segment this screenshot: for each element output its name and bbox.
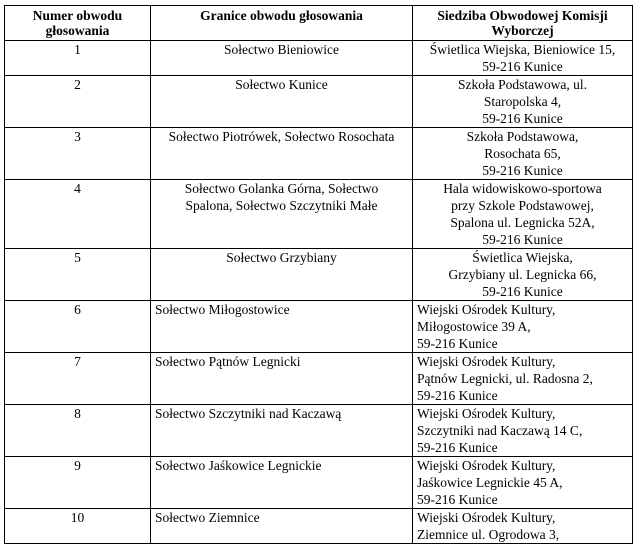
boundary-text: Spalona, Sołectwo Szczytniki Małe (185, 198, 378, 213)
district-number: 7 (5, 353, 151, 405)
seat-text: 59-216 Kunice (417, 440, 498, 455)
table-row (5, 180, 633, 249)
table-row (5, 353, 633, 405)
table-row (5, 509, 633, 544)
boundary-text: Sołectwo Piotrówek, Sołectwo Rosochata (168, 129, 395, 144)
header-commission-seat (413, 6, 633, 41)
seat-text: Szczytniki nad Kaczawą 14 C, (417, 423, 583, 438)
seat-text: Staropolska 4, (483, 94, 562, 109)
seat-text: Szkoła Podstawowa, ul. (458, 77, 587, 92)
seat-text: 59-216 Kunice (417, 388, 498, 403)
header-text: Numer obwodu (32, 8, 123, 23)
boundary-text: Sołectwo Ziemnice (155, 510, 260, 525)
commission-seat (413, 249, 633, 301)
seat-text: Hala widowiskowo-sportowa (443, 181, 602, 196)
seat-text: Grzybiany ul. Legnicka 66, (448, 267, 597, 282)
seat-text: 59-216 Kunice (482, 59, 563, 74)
seat-text: Świetlica Wiejska, Bieniowice 15, (429, 42, 616, 57)
district-number: 8 (5, 405, 151, 457)
boundary-text: Sołectwo Szczytniki nad Kaczawą (155, 406, 342, 421)
boundary-text: Sołectwo Miłogostowice (155, 302, 290, 317)
commission-seat (413, 128, 633, 180)
boundary-text: Sołectwo Golanka Górna, Sołectwo (184, 181, 379, 196)
commission-seat (413, 180, 633, 249)
district-boundaries (151, 41, 413, 76)
seat-text: 59-216 Kunice (482, 163, 563, 178)
header-text: Granice obwodu głosowania (200, 8, 363, 23)
district-boundaries (151, 249, 413, 301)
district-boundaries (151, 405, 413, 457)
seat-text: Wiejski Ośrodek Kultury, (417, 510, 556, 525)
district-number: 2 (5, 76, 151, 128)
seat-text: Spalona ul. Legnicka 52A, (450, 215, 595, 230)
commission-seat (413, 457, 633, 509)
district-boundaries (151, 180, 413, 249)
commission-seat (413, 76, 633, 128)
boundary-text: Sołectwo Grzybiany (226, 250, 337, 265)
table-row (5, 457, 633, 509)
header-row (5, 6, 633, 41)
table-row (5, 41, 633, 76)
district-number: 4 (5, 180, 151, 249)
boundary-text: Sołectwo Jaśkowice Legnickie (155, 458, 322, 473)
district-boundaries (151, 301, 413, 353)
voting-districts-table (4, 5, 633, 544)
district-number: 10 (5, 509, 151, 544)
boundary-text: Sołectwo Bieniowice (223, 42, 340, 57)
seat-text: Wiejski Ośrodek Kultury, (417, 302, 556, 317)
district-number: 5 (5, 249, 151, 301)
district-number: 1 (5, 41, 151, 76)
commission-seat (413, 41, 633, 76)
table-row (5, 128, 633, 180)
seat-text: Pątnów Legnicki, ul. Radosna 2, (417, 371, 593, 386)
table-row (5, 76, 633, 128)
district-boundaries (151, 353, 413, 405)
seat-text: Miłogostowice 39 A, (417, 319, 531, 334)
header-text: Wyborczej (491, 23, 554, 38)
seat-text: 59-216 Kunice (417, 336, 498, 351)
seat-text: Świetlica Wiejska, (472, 250, 573, 265)
commission-seat (413, 509, 633, 544)
header-district-boundaries (151, 6, 413, 41)
header-text: Siedziba Obwodowej Komisji (437, 8, 608, 23)
seat-text: przy Szkole Podstawowej, (451, 198, 594, 213)
district-boundaries (151, 76, 413, 128)
boundary-text: Sołectwo Kunice (235, 77, 328, 92)
seat-text: Jaśkowice Legnickie 45 A, (417, 475, 563, 490)
commission-seat (413, 353, 633, 405)
table-row (5, 405, 633, 457)
district-boundaries (151, 509, 413, 544)
seat-text: Szkoła Podstawowa, (466, 129, 579, 144)
boundary-text: Sołectwo Pątnów Legnicki (155, 354, 301, 369)
table-row (5, 249, 633, 301)
seat-text: Wiejski Ośrodek Kultury, (417, 458, 556, 473)
seat-text: 59-216 Kunice (482, 232, 563, 247)
seat-text: Wiejski Ośrodek Kultury, (417, 354, 556, 369)
header-district-number (5, 6, 151, 41)
commission-seat (413, 405, 633, 457)
seat-text: Wiejski Ośrodek Kultury, (417, 406, 556, 421)
seat-text: 59-216 Kunice (482, 111, 563, 126)
district-number: 9 (5, 457, 151, 509)
seat-text: Ziemnice ul. Ogrodowa 3, (417, 527, 560, 542)
header-text: głosowania (45, 23, 110, 38)
district-boundaries (151, 457, 413, 509)
seat-text: 59-216 Kunice (482, 284, 563, 299)
seat-text: 59-216 Kunice (417, 492, 498, 507)
seat-text: Rosochata 65, (484, 146, 561, 161)
district-number: 6 (5, 301, 151, 353)
commission-seat (413, 301, 633, 353)
district-number: 3 (5, 128, 151, 180)
district-boundaries (151, 128, 413, 180)
table-row (5, 301, 633, 353)
